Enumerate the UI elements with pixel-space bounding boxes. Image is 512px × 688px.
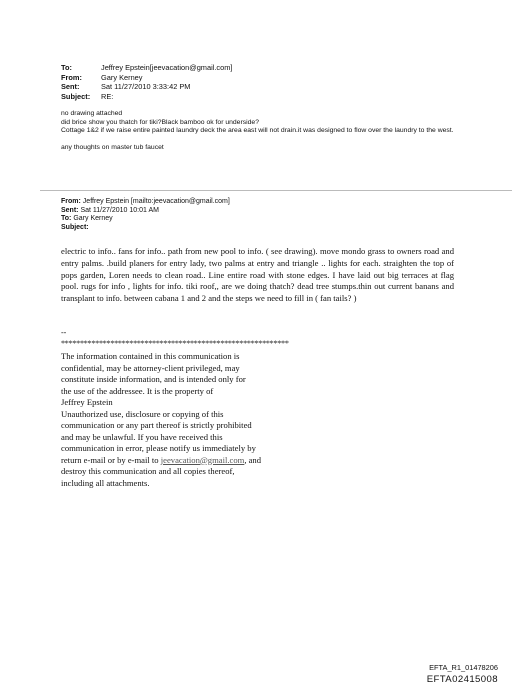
subject-label: Subject: — [61, 91, 91, 101]
email2-header — [61, 198, 230, 232]
notice-line: The information contained in this communication is — [61, 351, 240, 361]
body-line: Cottage 1&2 if we raise entire painted laundry deck the area east will not drain.it was designed to flow over the laundry to the west. — [61, 127, 454, 135]
from-value: Jeffrey Epstein [mailto:jeevacation@gmail.com] — [82, 198, 230, 205]
notice-line: communication or any part thereof is strictly prohibited — [61, 420, 252, 430]
from-label: From: — [61, 198, 81, 205]
notice-line: the use of the addressee. It is the property of — [61, 385, 214, 396]
sent-value: Sat 11/27/2010 3:33:42 PM — [101, 82, 191, 91]
from-label: From: — [61, 72, 82, 82]
body-line: any thoughts on master tub faucet — [61, 143, 164, 151]
email1-to-row — [61, 63, 232, 73]
email2-sent-row — [61, 207, 230, 216]
notice-line: Jeffrey Epstein — [61, 397, 113, 407]
notice-text: , and — [244, 454, 262, 465]
body-paragraph: electric to info.. fans for info.. path from new pool to info. ( see drawing). move mondo grass to owners road and entry palms. .build planers for entry lady, two palms at entry and triangle .. lights for each. straighten the top of pops garden, Loren needs to clean road.. Line entire road with stone edges. I have laid out big terraces at flag pool. rugs for info , lights for info. tiki roof,, are we doing thatch? dead tree stumps.thin out current banans and transplant to info. between cabana 1 and 2 and the steps we need to fill in ( fan tails? ) — [61, 246, 454, 304]
confidentiality-notice — [61, 351, 321, 489]
subject-value: RE: — [101, 91, 114, 101]
email1-from-row — [61, 73, 232, 83]
email1-header — [61, 63, 232, 101]
notice-line: communication in error, please notify us immediately by — [61, 443, 256, 453]
email-link[interactable]: jeevacation@gmail.com — [160, 454, 245, 465]
sent-value: Sat 11/27/2010 10:01 AM — [80, 206, 159, 214]
body-line: no drawing attached — [61, 110, 123, 117]
body-line: did brice show you thatch for tiki?Black bamboo ok for underside? — [61, 118, 259, 126]
bates-number-1: EFTA_R1_01478206 — [429, 663, 498, 672]
notice-line: destroy this communication and all copies thereof, — [61, 466, 235, 476]
notice-line — [61, 455, 321, 467]
to-value: Jeffrey Epstein[jeevacation@gmail.com] — [101, 63, 233, 72]
to-label: To: — [61, 215, 72, 223]
bates-number-2: EFTA02415008 — [426, 674, 498, 685]
notice-text: return e-mail or by e-mail to — [61, 454, 161, 465]
email2-to-row — [61, 215, 230, 224]
notice-line: and may be unlawful. If you have received this — [61, 431, 223, 442]
notice-line: confidential, may be attorney-client privileged, may — [61, 362, 240, 373]
signature-separator: -- — [61, 328, 67, 337]
email1-subject-row — [61, 92, 232, 102]
sent-label: Sent: — [61, 82, 80, 91]
subject-label: Subject: — [61, 223, 89, 231]
notice-line: including all attachments. — [61, 477, 150, 488]
sent-label: Sent: — [61, 206, 79, 214]
from-value: Gary Kerney — [101, 72, 143, 82]
email2-from-row — [61, 198, 230, 207]
notice-line: Unauthorized use, disclosure or copying of this — [61, 408, 224, 419]
divider — [40, 190, 512, 191]
email1-body — [61, 110, 461, 152]
email2-body — [61, 246, 454, 305]
notice-line: constitute inside information, and is intended only for — [61, 374, 246, 384]
email1-sent-row — [61, 82, 232, 92]
asterisk-line: ************************************************************ — [61, 339, 289, 348]
email2-subject-row — [61, 224, 230, 233]
to-label: To: — [61, 63, 72, 72]
to-value: Gary Kerney — [73, 215, 113, 223]
